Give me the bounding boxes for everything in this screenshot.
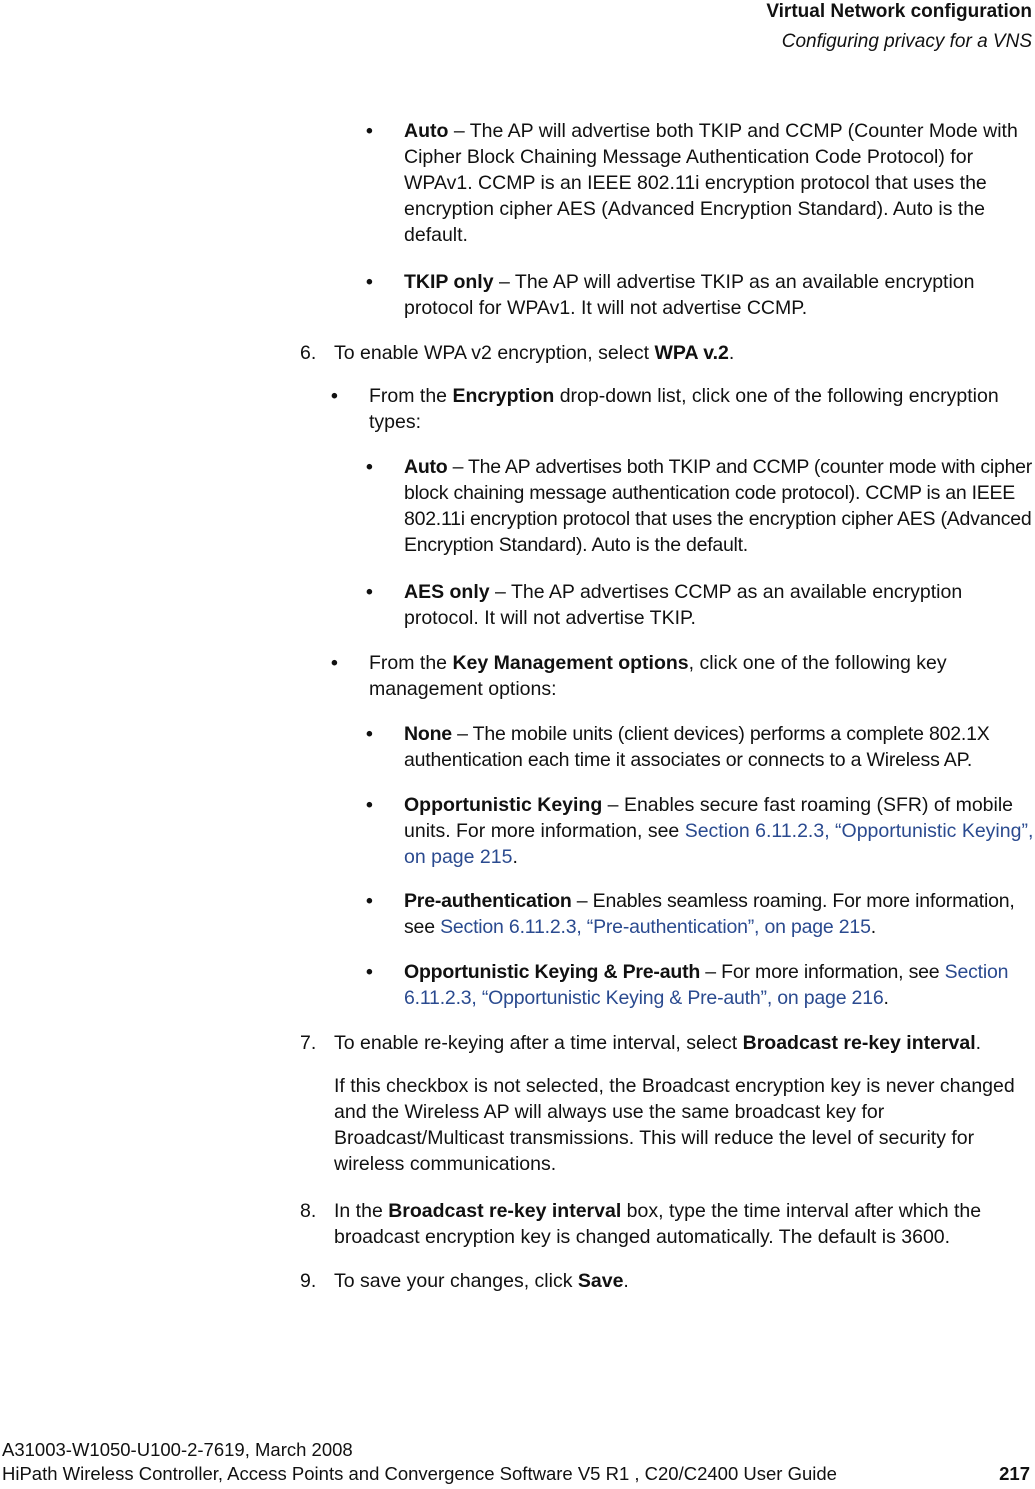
page-number: 217 bbox=[999, 1463, 1030, 1484]
term-opportunistic-keying-preauth: Opportunistic Keying & Pre-auth bbox=[404, 961, 701, 983]
bullet-icon: • bbox=[331, 385, 338, 407]
item-text: – The AP advertises CCMP as an available encryption protocol. It will not advertise TKIP. bbox=[404, 581, 963, 629]
item-text: From the bbox=[369, 385, 453, 407]
term-auto: Auto bbox=[404, 120, 449, 142]
bullet-icon: • bbox=[366, 581, 373, 603]
list-item-key-management bbox=[369, 650, 1034, 702]
step-7-note: If this checkbox is not selected, the Broadcast encryption key is never changed and the Wireless AP will always use the same broadcast key for Broadcast/Multicast transmissions. This will reduce the level of security for wireless communications. bbox=[334, 1075, 1015, 1175]
step-text: In the bbox=[334, 1200, 389, 1222]
step-text: To enable re-keying after a time interval, select bbox=[334, 1032, 743, 1054]
item-text-end: drop-down list, click one of the following encryption types: bbox=[369, 385, 999, 433]
step-number: 7. bbox=[300, 1032, 317, 1054]
term-opportunistic-keying: Opportunistic Keying bbox=[404, 794, 603, 816]
list-item-none bbox=[404, 721, 1034, 773]
bullet-icon: • bbox=[366, 456, 373, 478]
step-text-end: . bbox=[975, 1032, 982, 1054]
bullet-icon: • bbox=[366, 890, 373, 912]
item-text: – The mobile units (client devices) performs a complete 802.1X authentication each time it associates or connects to a Wireless AP. bbox=[404, 723, 990, 771]
step-number: 9. bbox=[300, 1270, 317, 1292]
item-text-end: . bbox=[883, 987, 889, 1009]
list-item-opportunistic-keying bbox=[404, 792, 1034, 870]
list-item-pre-authentication bbox=[404, 888, 1035, 940]
item-text-end: . bbox=[512, 846, 518, 868]
term-tkip-only: TKIP only bbox=[404, 271, 494, 293]
footer-guide-title: HiPath Wireless Controller, Access Points and Convergence Software V5 R1 , C20/C2400 User Guide bbox=[2, 1463, 837, 1484]
step-text-end: . bbox=[623, 1270, 629, 1292]
list-item-wpa2-auto bbox=[404, 454, 1034, 558]
item-text: From the bbox=[369, 652, 453, 674]
list-item-aes-only bbox=[404, 579, 1034, 631]
term-auto: Auto bbox=[404, 456, 448, 478]
step-text: To save your changes, click bbox=[334, 1270, 578, 1292]
running-header-title: Virtual Network configuration bbox=[766, 1, 1032, 22]
step-9 bbox=[334, 1268, 1034, 1294]
bullet-icon: • bbox=[331, 652, 338, 674]
step-7 bbox=[334, 1030, 1034, 1056]
bullet-icon: • bbox=[366, 794, 373, 816]
bullet-icon: • bbox=[366, 961, 373, 983]
running-header-subtitle: Configuring privacy for a VNS bbox=[781, 31, 1032, 52]
step-number: 6. bbox=[300, 342, 317, 364]
bullet-icon: • bbox=[366, 120, 373, 142]
term-broadcast-rekey-interval: Broadcast re-key interval bbox=[388, 1200, 622, 1222]
term-save: Save bbox=[577, 1270, 624, 1292]
term-key-management: Key Management options bbox=[452, 652, 689, 674]
step-number: 8. bbox=[300, 1200, 317, 1222]
item-text: – The AP will advertise both TKIP and CCMP (Counter Mode with Cipher Block Chaining Message Authentication Code Protocol) for WPAv1. CCMP is an IEEE 802.11i encryption protocol that uses the encryption cipher AES (Advanced Encryption Standard). Auto is the default. bbox=[404, 120, 1018, 246]
item-text-end: , click one of the following key management options: bbox=[369, 652, 947, 700]
item-text: – For more information, see bbox=[700, 961, 945, 983]
list-item-wpa1-tkip bbox=[404, 269, 1034, 321]
item-text: – Enables seamless roaming. For more information, see bbox=[404, 890, 1015, 938]
step-8 bbox=[334, 1198, 1034, 1250]
term-pre-authentication: Pre-authentication bbox=[404, 890, 572, 912]
bullet-icon: • bbox=[366, 271, 373, 293]
term-encryption: Encryption bbox=[452, 385, 555, 407]
item-text: – The AP advertises both TKIP and CCMP (counter mode with cipher block chaining message authentication code protocol). CCMP is an IEEE 802.11i encryption protocol that uses the encryption cipher AES (Advanced Encryption Standard). Auto is the default. bbox=[404, 456, 1033, 556]
step-text: To enable WPA v2 encryption, select bbox=[334, 342, 655, 364]
term-none: None bbox=[404, 723, 452, 745]
list-item-wpa1-auto bbox=[404, 118, 1034, 248]
step-6 bbox=[334, 340, 1034, 366]
link-opportunistic-keying-preauth[interactable]: Section 6.11.2.3, “Opportunistic Keying & Pre-auth”, on page 216 bbox=[404, 961, 1009, 1009]
step-text-end: . bbox=[728, 342, 735, 364]
step-text-end: box, type the time interval after which the broadcast encryption key is changed automatically. The default is 3600. bbox=[334, 1200, 982, 1248]
link-pre-authentication[interactable]: Section 6.11.2.3, “Pre-authentication”, on page 215 bbox=[440, 916, 871, 938]
list-item-encryption bbox=[369, 383, 1034, 435]
footer-doc-id: A31003-W1050-U100-2-7619, March 2008 bbox=[2, 1439, 353, 1460]
list-item-opportunistic-keying-preauth bbox=[404, 959, 1034, 1011]
term-wpa-v2: WPA v.2 bbox=[654, 342, 729, 364]
item-text-end: . bbox=[870, 916, 876, 938]
item-text: – Enables secure fast roaming (SFR) of mobile units. For more information, see bbox=[404, 794, 1014, 842]
term-broadcast-rekey-interval: Broadcast re-key interval bbox=[742, 1032, 976, 1054]
item-text: – The AP will advertise TKIP as an available encryption protocol for WPAv1. It will not advertise CCMP. bbox=[404, 271, 975, 319]
term-aes-only: AES only bbox=[404, 581, 490, 603]
link-opportunistic-keying[interactable]: Section 6.11.2.3, “Opportunistic Keying”, on page 215 bbox=[404, 820, 1034, 868]
bullet-icon: • bbox=[366, 723, 373, 745]
